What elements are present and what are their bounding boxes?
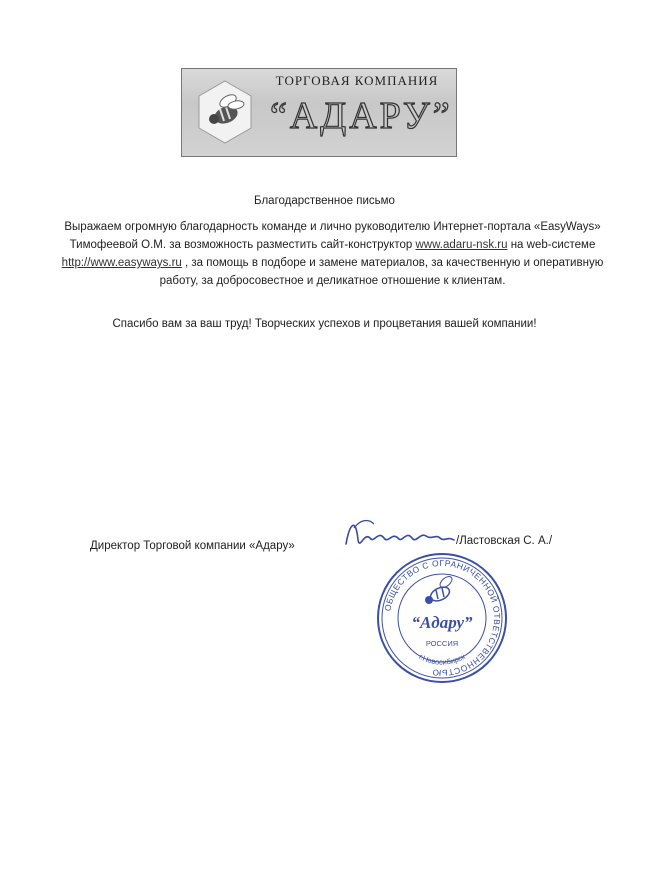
letter-title: Благодарственное письмо — [254, 195, 395, 207]
letterhead — [181, 68, 457, 157]
thanks-line: Спасибо вам за ваш труд! Творческих успехов и процветания вашей компании! — [112, 318, 537, 330]
bee-logo-icon — [196, 79, 254, 145]
svg-text:г.Новосибирск — [418, 652, 468, 667]
adaru-site-link[interactable]: www.adaru-nsk.ru — [415, 239, 508, 251]
letter-paragraph — [60, 218, 605, 290]
letterhead-company-type: ТОРГОВАЯ КОМПАНИЯ — [275, 73, 439, 88]
letterhead-company-name: “АДАРУ” — [270, 95, 453, 137]
easyways-site-link[interactable]: http://www.easyways.ru — [61, 257, 182, 269]
stamp-center-name: “Адару” — [411, 613, 473, 632]
paragraph-text-2: на web-системе — [507, 239, 596, 251]
signer-name: /Ластовская С. А./ — [456, 535, 553, 547]
stamp-country: РОССИЯ — [425, 639, 459, 648]
stamp-ring-text: ОБЩЕСТВО С ОГРАНИЧЕННОЙ ОТВЕТСТВЕННОСТЬЮ — [382, 557, 503, 679]
paragraph-text-1: Выражаем огромную благодарность команде и лично руководителю Интернет-портала «EasyWays» Тимофеевой О.М. за возможность разместить сайт-конструктор — [64, 221, 601, 251]
paragraph-text-3: , за помощь в подборе и замене материалов, за качественную и оперативную работу, за добросовестное и деликатное отношение к клиентам. — [159, 257, 604, 287]
stamp-city: г.Новосибирск — [417, 652, 467, 667]
company-stamp — [374, 550, 510, 686]
director-title: Директор Торговой компании «Адару» — [90, 540, 295, 552]
